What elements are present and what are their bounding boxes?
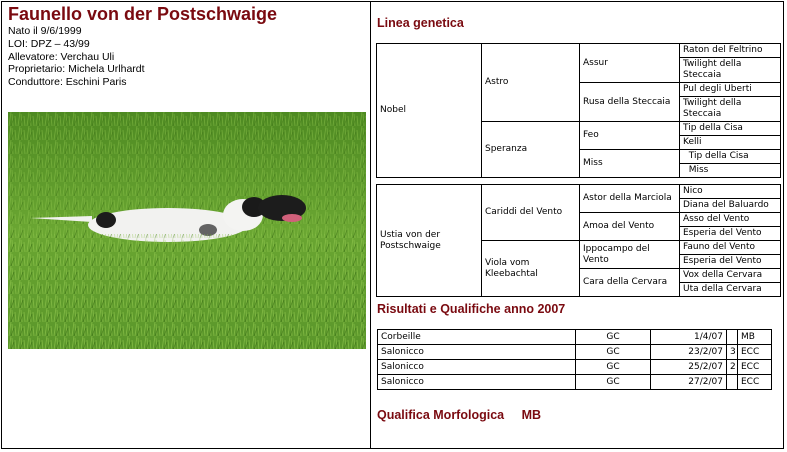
pedigree-ancestor: Vox della Cervara	[680, 269, 781, 283]
pedigree-ancestor: Tip della Cisa	[680, 150, 781, 164]
handler: Conduttore: Eschini Paris	[8, 76, 127, 89]
pedigree-ancestor: Kelli	[680, 136, 781, 150]
pedigree-ancestor: Uta della Cervara	[680, 283, 781, 297]
result-qualification: ECC	[738, 345, 772, 360]
result-date: 27/2/07	[651, 375, 727, 390]
table-row	[378, 360, 772, 375]
pedigree-ancestor: Asso del Vento	[680, 213, 781, 227]
pedigree-ancestor: Esperia del Vento	[680, 227, 781, 241]
pedigree-great-grandparent: Cara della Cervara	[580, 269, 680, 297]
dog-photo	[8, 112, 366, 349]
result-grade: GC	[576, 330, 651, 345]
result-place: Corbeille	[378, 330, 576, 345]
dog-info-block	[8, 25, 145, 89]
result-qualification: ECC	[738, 360, 772, 375]
pedigree-great-grandparent: Feo	[580, 122, 680, 150]
result-rank: 2	[727, 360, 738, 375]
pedigree-title: Linea genetica	[377, 16, 464, 30]
pedigree-ancestor: Tip della Cisa	[680, 122, 781, 136]
result-date: 25/2/07	[651, 360, 727, 375]
pedigree-ancestor: Diana del Baluardo	[680, 199, 781, 213]
table-row	[378, 375, 772, 390]
morphology-value: MB	[521, 408, 542, 422]
pedigree-great-grandparent: Rusa della Steccaia	[580, 83, 680, 122]
result-rank: 3	[727, 345, 738, 360]
pedigree-ancestor: Twilight della Steccaia	[680, 58, 781, 83]
morphology-line	[377, 408, 541, 422]
pedigree-grandparent: Viola vom Kleebachtal	[482, 241, 580, 297]
result-grade: GC	[576, 375, 651, 390]
pedigree-sire-table	[376, 43, 781, 178]
result-qualification: ECC	[738, 375, 772, 390]
morphology-label: Qualifica Morfologica	[377, 408, 505, 422]
result-place: Salonicco	[378, 360, 576, 375]
pedigree-ancestor: Pul degli Uberti	[680, 83, 781, 97]
result-rank	[727, 375, 738, 390]
pedigree-dam: Ustia von der Postschwaige	[377, 185, 482, 297]
pedigree-great-grandparent: Ippocampo del Vento	[580, 241, 680, 269]
result-grade: GC	[576, 360, 651, 375]
table-row	[378, 330, 772, 345]
pedigree-ancestor: Twilight della Steccaia	[680, 97, 781, 122]
pedigree-ancestor: Fauno del Vento	[680, 241, 781, 255]
column-divider	[370, 1, 371, 449]
result-date: 23/2/07	[651, 345, 727, 360]
pedigree-grandparent: Cariddi del Vento	[482, 185, 580, 241]
result-rank	[727, 330, 738, 345]
pedigree-ancestor: Esperia del Vento	[680, 255, 781, 269]
pedigree-grandparent: Speranza	[482, 122, 580, 178]
result-qualification: MB	[738, 330, 772, 345]
breeder: Allevatore: Verchau Uli	[8, 50, 115, 63]
pedigree-ancestor: Miss	[680, 164, 781, 178]
pedigree-dam-table	[376, 184, 781, 297]
pedigree-sire: Nobel	[377, 44, 482, 178]
table-row	[378, 345, 772, 360]
result-grade: GC	[576, 345, 651, 360]
result-place: Salonicco	[378, 345, 576, 360]
dog-name-title: Faunello von der Postschwaige	[8, 4, 278, 24]
owner: Proprietario: Michela Urlhardt	[8, 63, 145, 76]
pedigree-ancestor: Raton del Feltrino	[680, 44, 781, 58]
pedigree-ancestor: Nico	[680, 185, 781, 199]
pedigree-great-grandparent: Miss	[580, 150, 680, 178]
results-title: Risultati e Qualifiche anno 2007	[377, 302, 566, 316]
loi-number: LOI: DPZ – 43/99	[8, 37, 90, 50]
result-date: 1/4/07	[651, 330, 727, 345]
result-place: Salonicco	[378, 375, 576, 390]
birth-date: Nato il 9/6/1999	[8, 25, 82, 37]
pedigree-great-grandparent: Amoa del Vento	[580, 213, 680, 241]
pedigree-grandparent: Astro	[482, 44, 580, 122]
pedigree-great-grandparent: Astor della Marciola	[580, 185, 680, 213]
pedigree-great-grandparent: Assur	[580, 44, 680, 83]
results-table	[377, 329, 772, 390]
